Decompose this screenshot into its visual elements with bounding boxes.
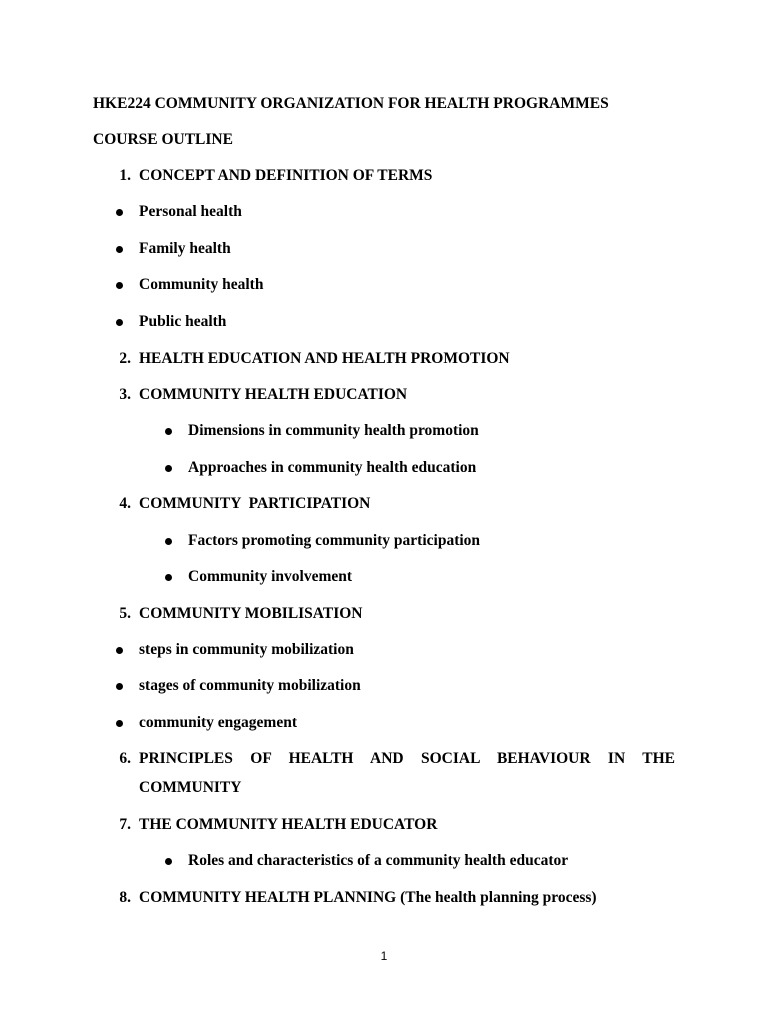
bullet-icon — [165, 465, 172, 472]
section-heading: COMMUNITY HEALTH PLANNING (The health planning process) — [139, 889, 597, 906]
section-number: 2. — [119, 350, 131, 367]
bullet-icon — [116, 647, 123, 654]
bullet-icon — [116, 246, 123, 253]
section-number: 4. — [119, 495, 131, 512]
list-item: Family health — [139, 240, 231, 257]
section-heading: HEALTH EDUCATION AND HEALTH PROMOTION — [139, 350, 510, 367]
section-heading: CONCEPT AND DEFINITION OF TERMS — [139, 167, 433, 184]
section-number: 3. — [119, 386, 131, 403]
bullet-icon — [165, 858, 172, 865]
section-number: 8. — [119, 889, 131, 906]
section-number: 6. — [119, 750, 131, 767]
section-number: 1. — [119, 167, 131, 184]
bullet-icon — [116, 720, 123, 727]
bullet-icon — [165, 428, 172, 435]
list-item: Dimensions in community health promotion — [188, 422, 479, 439]
bullet-icon — [116, 209, 123, 216]
section-number: 7. — [119, 816, 131, 833]
document-subtitle: COURSE OUTLINE — [93, 131, 233, 148]
section-heading: COMMUNITY MOBILISATION — [139, 605, 363, 622]
document-title: HKE224 COMMUNITY ORGANIZATION FOR HEALTH PROGRAMMES — [93, 95, 609, 112]
section-heading: PRINCIPLES OF HEALTH AND SOCIAL BEHAVIOUR IN THE — [139, 750, 675, 767]
section-number: 5. — [119, 605, 131, 622]
list-item: Roles and characteristics of a community health educator — [188, 852, 569, 869]
bullet-icon — [116, 319, 123, 326]
list-item: Factors promoting community participation — [188, 532, 481, 549]
page-number: 1 — [380, 949, 388, 963]
list-item: community engagement — [139, 714, 297, 731]
bullet-icon — [165, 538, 172, 545]
bullet-icon — [165, 574, 172, 581]
list-item: Community health — [139, 276, 264, 293]
list-item: Personal health — [139, 203, 242, 220]
section-heading: THE COMMUNITY HEALTH EDUCATOR — [139, 816, 438, 833]
list-item: Approaches in community health education — [188, 459, 477, 476]
list-item: Public health — [139, 313, 227, 330]
section-heading-continued: COMMUNITY — [139, 779, 242, 796]
list-item: Community involvement — [188, 568, 353, 585]
section-heading: COMMUNITY HEALTH EDUCATION — [139, 386, 408, 403]
section-heading: COMMUNITY PARTICIPATION — [139, 495, 371, 512]
list-item: stages of community mobilization — [139, 677, 361, 694]
bullet-icon — [116, 683, 123, 690]
bullet-icon — [116, 282, 123, 289]
list-item: steps in community mobilization — [139, 641, 354, 658]
